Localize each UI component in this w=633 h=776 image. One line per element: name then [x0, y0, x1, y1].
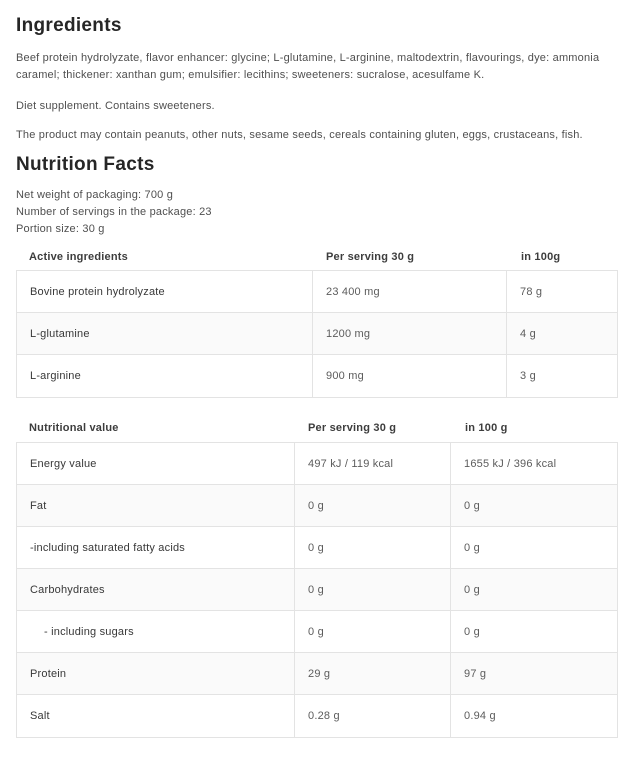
row-label: Carbohydrates [17, 569, 295, 610]
row-per-100g-value: 0.94 g [464, 710, 496, 722]
row-label: L-arginine [17, 355, 313, 397]
row-per-serving-value: 23 400 mg [313, 271, 507, 312]
row-label: Protein [17, 653, 295, 694]
ingredients-composition-text: Beef protein hydrolyzate, flavor enhancer: glycine; L-glutamine, L-arginine, maltodextrin, flavourings, dye: ammonia caramel; thickener: xanthan gum; emulsifier: lecithins; sweeteners: sucralose, acesulfame K. [16, 52, 600, 81]
row-per-serving-value: 497 kJ / 119 kcal [295, 443, 451, 484]
row-per-serving-value: 0 g [295, 527, 451, 568]
column-header-nutritional-value: Nutritional value [29, 422, 119, 434]
table-row [17, 653, 617, 695]
row-per-100g-value: 4 g [520, 327, 536, 340]
row-per-100g-value: 0 g [464, 541, 480, 554]
row-label: Bovine protein hydrolyzate [17, 271, 313, 312]
row-label: Salt [17, 695, 295, 737]
row-per-100g-value: 97 g [464, 667, 487, 680]
row-per-serving-value: 0 g [295, 485, 451, 526]
servings-line: Number of servings in the package: 23 [16, 206, 212, 218]
portion-size-line: Portion size: 30 g [16, 223, 105, 235]
row-per-serving-value: 0 g [295, 611, 451, 652]
row-label: Fat [17, 485, 295, 526]
active-ingredients-table [16, 270, 618, 398]
row-label: - including sugars [17, 611, 295, 652]
nutrition-facts-title: Nutrition Facts [16, 154, 155, 175]
row-label: Energy value [17, 443, 295, 484]
ingredients-title: Ingredients [16, 15, 122, 36]
row-label: L-glutamine [17, 313, 313, 354]
row-per-100g-value: 0 g [464, 499, 480, 512]
table-row [17, 485, 617, 527]
table-row [17, 443, 617, 485]
column-header-per-serving: Per serving 30 g [308, 422, 397, 434]
row-per-100g-value: 1655 kJ / 396 kcal [464, 457, 557, 470]
row-per-serving-value: 0.28 g [295, 695, 451, 737]
column-header-per-serving: Per serving 30 g [326, 251, 415, 263]
row-per-serving-value: 900 mg [313, 355, 507, 397]
value-table-header-row [16, 422, 618, 434]
row-per-100g-value: 0 g [464, 583, 480, 596]
row-per-100g-value: 0 g [464, 625, 480, 638]
table-row [17, 355, 617, 397]
row-per-serving-value: 0 g [295, 569, 451, 610]
table-row [17, 527, 617, 569]
supplement-note: Diet supplement. Contains sweeteners. [16, 100, 215, 112]
row-per-100g-value: 3 g [520, 370, 536, 382]
column-header-per-100g: in 100g [521, 251, 561, 263]
active-table-header-row [16, 251, 618, 263]
nutritional-value-table [16, 442, 618, 738]
allergen-note: The product may contain peanuts, other nuts, sesame seeds, cereals containing gluten, eggs, crustaceans, fish. [16, 129, 583, 141]
column-header-active-ingredients: Active ingredients [29, 251, 128, 263]
column-header-per-100g: in 100 g [465, 422, 508, 434]
net-weight-line: Net weight of packaging: 700 g [16, 189, 174, 201]
page-content [0, 15, 633, 738]
table-row [17, 313, 617, 355]
table-row [17, 569, 617, 611]
table-row [17, 271, 617, 313]
row-per-serving-value: 1200 mg [313, 313, 507, 354]
package-meta [16, 187, 618, 238]
table-row [17, 695, 617, 737]
row-per-serving-value: 29 g [295, 653, 451, 694]
table-row [17, 611, 617, 653]
row-per-100g-value: 78 g [520, 285, 543, 298]
row-label: -including saturated fatty acids [17, 527, 295, 568]
